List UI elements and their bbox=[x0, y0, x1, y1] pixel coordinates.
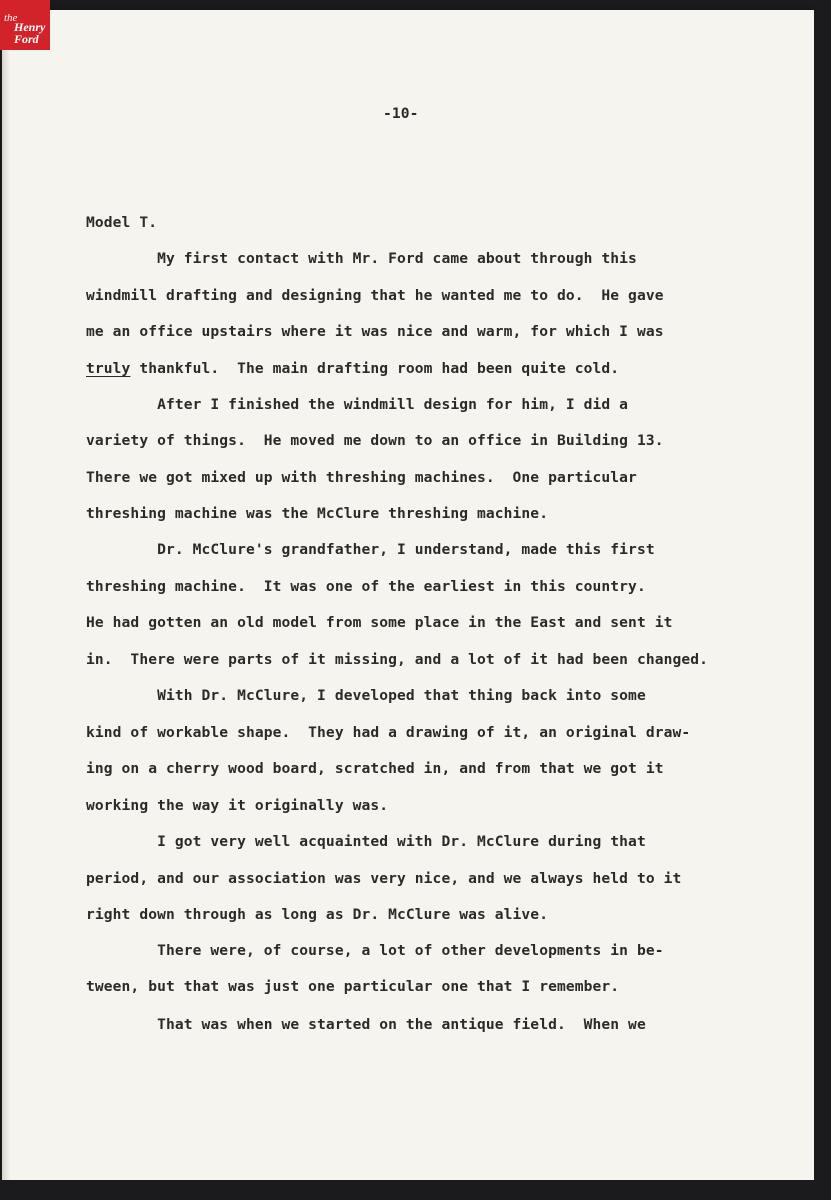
text-line-3: windmill drafting and designing that he wanted me to do. He gave bbox=[86, 287, 664, 304]
text-line-5 bbox=[86, 360, 619, 377]
text-line-16: ing on a cherry wood board, scratched in, and from that we got it bbox=[86, 760, 664, 777]
text-line-12: He had gotten an old model from some place in the East and sent it bbox=[86, 614, 673, 631]
logo-word-henry: Henry bbox=[14, 20, 46, 34]
text-line-2: My first contact with Mr. Ford came about through this bbox=[86, 250, 637, 267]
scan-background-bottom bbox=[0, 1180, 831, 1200]
text-line-19: period, and our association was very nice, and we always held to it bbox=[86, 870, 682, 887]
logo-the-text: the bbox=[4, 12, 18, 24]
text-line-14: With Dr. McClure, I developed that thing back into some bbox=[86, 687, 646, 704]
logo-word-ford: Ford bbox=[14, 32, 39, 46]
text-line-8: There we got mixed up with threshing machines. One particular bbox=[86, 469, 637, 486]
text-line-21: There were, of course, a lot of other developments in be- bbox=[86, 942, 664, 959]
text-line-7: variety of things. He moved me down to an office in Building 13. bbox=[86, 432, 664, 449]
text-line-1: Model T. bbox=[86, 214, 158, 231]
text-line-13: in. There were parts of it missing, and a lot of it had been changed. bbox=[86, 651, 709, 668]
text-line-18: I got very well acquainted with Dr. McClure during that bbox=[86, 833, 646, 850]
text-line-10: Dr. McClure's grandfather, I understand, made this first bbox=[86, 541, 655, 558]
typed-page bbox=[2, 10, 814, 1180]
page-number: -10- bbox=[383, 105, 419, 122]
text-line-22: tween, but that was just one particular one that I remember. bbox=[86, 978, 620, 995]
text-line-20: right down through as long as Dr. McClure was alive. bbox=[86, 906, 549, 923]
underlined-word: truly bbox=[86, 360, 131, 377]
henry-ford-logo bbox=[0, 0, 50, 50]
text-line-11: threshing machine. It was one of the earliest in this country. bbox=[86, 578, 646, 595]
text-line-6: After I finished the windmill design for him, I did a bbox=[86, 396, 629, 413]
text-line-5-rest: thankful. The main drafting room had been quite cold. bbox=[130, 360, 620, 377]
text-line-23: That was when we started on the antique field. When we bbox=[86, 1016, 646, 1033]
text-line-15: kind of workable shape. They had a drawing of it, an original draw- bbox=[86, 724, 691, 741]
scan-background-right bbox=[814, 0, 831, 1200]
page-edge-shadow bbox=[2, 10, 10, 1180]
text-line-4: me an office upstairs where it was nice and warm, for which I was bbox=[86, 323, 664, 340]
text-line-17: working the way it originally was. bbox=[86, 797, 389, 814]
text-line-9: threshing machine was the McClure threshing machine. bbox=[86, 505, 549, 522]
